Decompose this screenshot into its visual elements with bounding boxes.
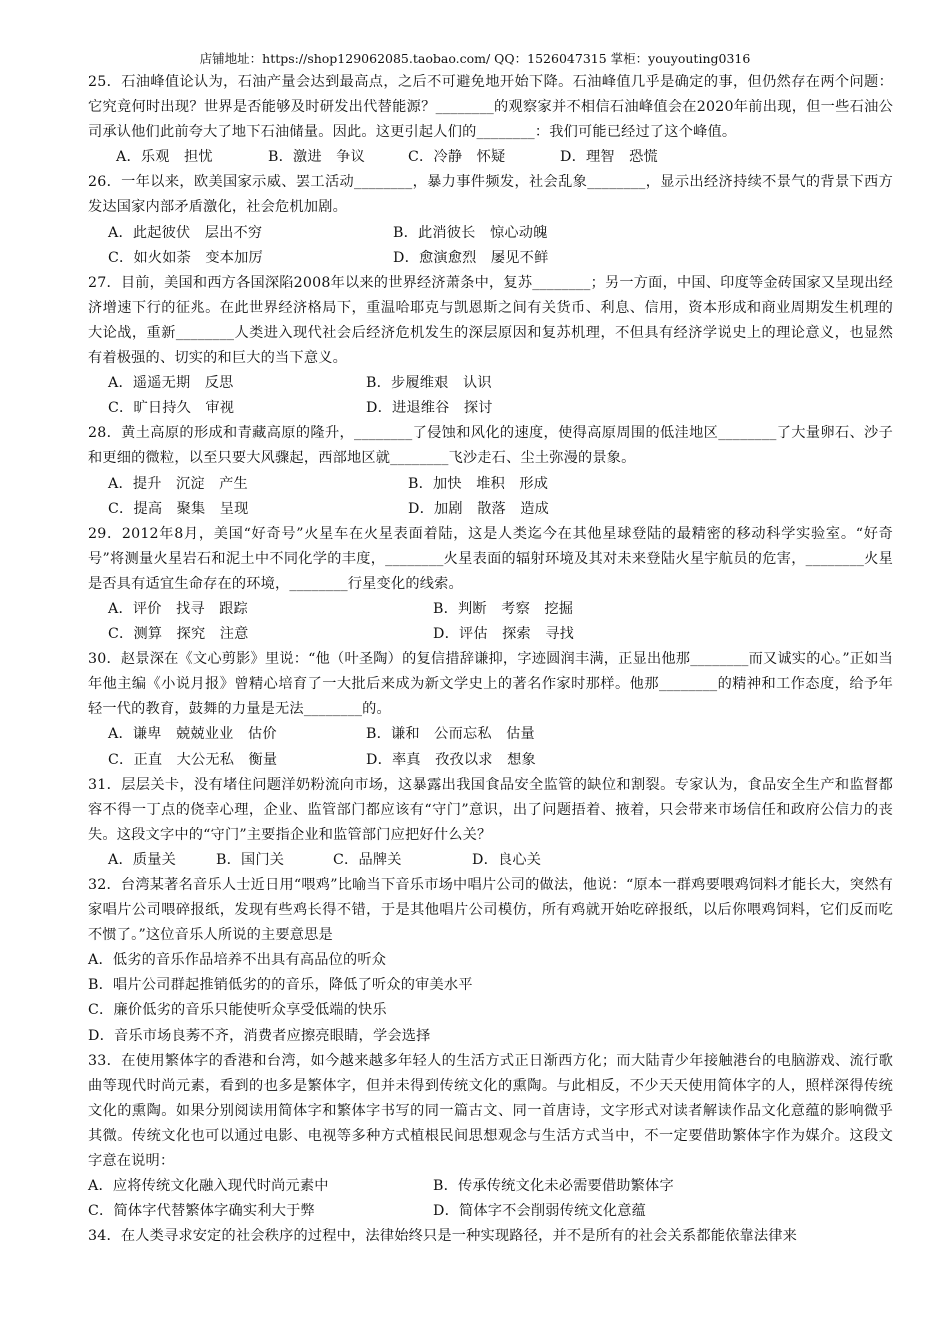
question-stem: 25．石油峰值论认为，石油产量会达到最高点，之后不可避免地开始下降。石油峰值几乎是确定的事，但仍然存在两个问题：它究竟何时出现？世界是否能够及时研发出代替能源？________的观察家并不相信石油峰值会在2020年前出现，但一些石油公司承认他们此前夸大了地下石油储量。因此。这更引起人们的________：我们可能已经过了这个峰值。: [88, 74, 893, 141]
question-27: [88, 271, 893, 422]
option-a[interactable]: A．应将传统文化融入现代时尚元素中: [88, 1178, 329, 1195]
question-list: [88, 70, 893, 1249]
question-32: [88, 873, 893, 1049]
option-row: [88, 221, 893, 246]
option-c[interactable]: C．如火如荼 变本加厉: [108, 249, 263, 266]
option-row: [88, 472, 893, 497]
question-stem: 26．一年以来，欧美国家示威、罢工活动________，暴力事件频发，社会乱象________，显示出经济持续不景气的背景下西方发达国家内部矛盾激化，社会危机加剧。: [88, 174, 893, 216]
option-a[interactable]: A．提升 沉淀 产生: [108, 475, 248, 492]
option-d[interactable]: D．加剧 散落 造成: [408, 500, 550, 517]
option-c[interactable]: C．冷静 怀疑: [408, 149, 506, 166]
question-stem: 29．2012年8月，美国“好奇号”火星车在火星表面着陆，这是人类迄今在其他星球登陆的最精密的移动科学实验室。“好奇号”将测量火星岩石和泥土中不同化学的丰度，________火星表面的辐射环境及其对未来登陆火星宇航员的危害，________火星是否具有适宜生命存在的环境，________行星变化的线索。: [88, 525, 893, 592]
option-c[interactable]: C．品牌关: [333, 851, 402, 868]
option-a[interactable]: A．质量关: [108, 851, 176, 868]
option-row: [88, 145, 893, 170]
option-c[interactable]: C．简体字代替繁体字确实利大于弊: [88, 1203, 315, 1220]
option-a[interactable]: A．遥遥无期 反思: [108, 375, 234, 392]
option-row: [88, 622, 893, 647]
question-31: [88, 773, 893, 873]
option-row: [88, 597, 893, 622]
option-d[interactable]: D．良心关: [472, 851, 542, 868]
option-b[interactable]: B．激进 争议: [268, 149, 365, 166]
option-d[interactable]: D．率真 孜孜以求 想象: [366, 751, 536, 768]
option-b[interactable]: B．步履维艰 认识: [366, 375, 492, 392]
option-b[interactable]: B．唱片公司群起推销低劣的的音乐，降低了听众的审美水平: [88, 977, 473, 994]
option-row: [88, 1174, 893, 1199]
option-row: [88, 1199, 893, 1224]
option-a[interactable]: A．低劣的音乐作品培养不出具有高品位的听众: [88, 952, 387, 969]
option-row: [88, 371, 893, 396]
option-d[interactable]: D．理智 恐慌: [560, 149, 658, 166]
option-d[interactable]: D．愈演愈烈 屡见不鲜: [393, 249, 549, 266]
option-b[interactable]: B．此消彼长 惊心动魄: [393, 224, 548, 241]
question-stem: 34．在人类寻求安定的社会秩序的过程中，法律始终只是一种实现路径，并不是所有的社会关系都能依靠法律来: [88, 1228, 798, 1245]
option-b[interactable]: B．国门关: [216, 851, 285, 868]
option-c[interactable]: C．提高 聚集 呈现: [108, 500, 249, 517]
option-c[interactable]: C．测算 探究 注意: [108, 626, 249, 643]
option-c[interactable]: C．旷日持久 审视: [108, 400, 235, 417]
option-a[interactable]: A．乐观 担忧: [116, 149, 213, 166]
option-a[interactable]: A．评价 找寻 跟踪: [108, 600, 248, 617]
option-d[interactable]: D．音乐市场良莠不齐，消费者应擦亮眼睛，学会选择: [88, 1027, 431, 1044]
option-row: [88, 848, 893, 873]
option-b[interactable]: B．判断 考察 挖掘: [433, 600, 574, 617]
question-stem: 27．目前，美国和西方各国深陷2008年以来的世界经济萧条中，复苏________；另一方面，中国、印度等金砖国家又呈现出经济增速下行的征兆。在此世界经济格局下，重温哈耶克与凯恩斯之间有关货币、利息、信用，资本形成和商业周期发生机理的大论战，重新________人类进入现代社会后经济危机发生的深层原因和复苏机理，不但具有经济学说史上的理论意义，也显然有着极强的、切实的和巨大的当下意义。: [88, 274, 893, 367]
option-c[interactable]: C．廉价低劣的音乐只能使听众享受低端的快乐: [88, 1002, 387, 1019]
option-a[interactable]: A．此起彼伏 层出不穷: [108, 224, 263, 241]
option-d[interactable]: D．简体字不会削弱传统文化意蕴: [433, 1203, 647, 1220]
question-stem: 30．赵景深在《文心剪影》里说：“他（叶圣陶）的复信措辞谦抑，字迹圆润丰满，正显出他那________而又诚实的心。”正如当年他主编《小说月报》曾精心培育了一大批后来成为新文学史上的著名作家时那样。他那________的精神和工作态度，给予年轻一代的教育，鼓舞的力量是无法________的。: [88, 651, 893, 718]
option-row: [88, 246, 893, 271]
option-row: [88, 396, 893, 421]
option-row: [88, 748, 893, 773]
question-25: [88, 70, 893, 170]
option-c[interactable]: C．正直 大公无私 衡量: [108, 751, 278, 768]
option-d[interactable]: D．评估 探索 寻找: [433, 626, 575, 643]
question-stem: 31．层层关卡，没有堵住问题洋奶粉流向市场，这暴露出我国食品安全监管的缺位和割裂。专家认为，食品安全生产和监督都容不得一丁点的侥幸心理，企业、监管部门都应该有“守门”意识，出了问题捂着、掖着，只会带来市场信任和政府公信力的丧失。这段文字中的“守门”主要指企业和监管部门应把好什么关？: [88, 776, 893, 843]
option-row: [88, 722, 893, 747]
question-26: [88, 170, 893, 270]
question-29: [88, 522, 893, 647]
shop-header: 店铺地址：https://shop129062085.taobao.com/ QQ：1526047315 掌柜：youyouting0316: [199, 51, 751, 66]
question-stem: 32．台湾某著名音乐人士近日用“喂鸡”比喻当下音乐市场中唱片公司的做法，他说：“原本一群鸡要喂鸡饲料才能长大，突然有家唱片公司喂碎报纸，发现有些鸡长得不错，于是其他唱片公司模仿，所有鸡就开始吃碎报纸，以后你喂鸡饲料，它们反而吃不惯了。”这位音乐人所说的主要意思是: [88, 877, 893, 944]
option-row: [88, 497, 893, 522]
option-b[interactable]: B．加快 堆积 形成: [408, 475, 549, 492]
question-stem: 33．在使用繁体字的香港和台湾，如今越来越多年轻人的生活方式正日渐西方化；而大陆青少年接触港台的电脑游戏、流行歌曲等现代时尚元素，看到的也多是繁体字，但并未得到传统文化的熏陶。与此相反，不少天天使用简体字的人，照样深得传统文化的熏陶。如果分别阅读用简体字和繁体字书写的同一篇古文、同一首唐诗，文字形式对读者解读作品文化意蕴的影响微乎其微。传统文化也可以通过电影、电视等多种方式植根民间思想观念与生活方式当中，不一定要借助繁体字作为媒介。这段文字意在说明：: [88, 1052, 893, 1170]
option-b[interactable]: B．传承传统文化未必需要借助繁体字: [433, 1178, 674, 1195]
option-d[interactable]: D．进退维谷 探讨: [366, 400, 493, 417]
question-34: [88, 1224, 893, 1249]
option-a[interactable]: A．谦卑 兢兢业业 估价: [108, 726, 277, 743]
option-b[interactable]: B．谦和 公而忘私 估量: [366, 726, 535, 743]
question-30: [88, 647, 893, 772]
question-33: [88, 1049, 893, 1225]
question-28: [88, 421, 893, 521]
question-stem: 28．黄土高原的形成和青藏高原的隆升，________了侵蚀和风化的速度，使得高原周围的低洼地区________了大量卵石、沙子和更细的微粒，以至只要大风骤起，西部地区就________飞沙走石、尘土弥漫的景象。: [88, 425, 893, 467]
